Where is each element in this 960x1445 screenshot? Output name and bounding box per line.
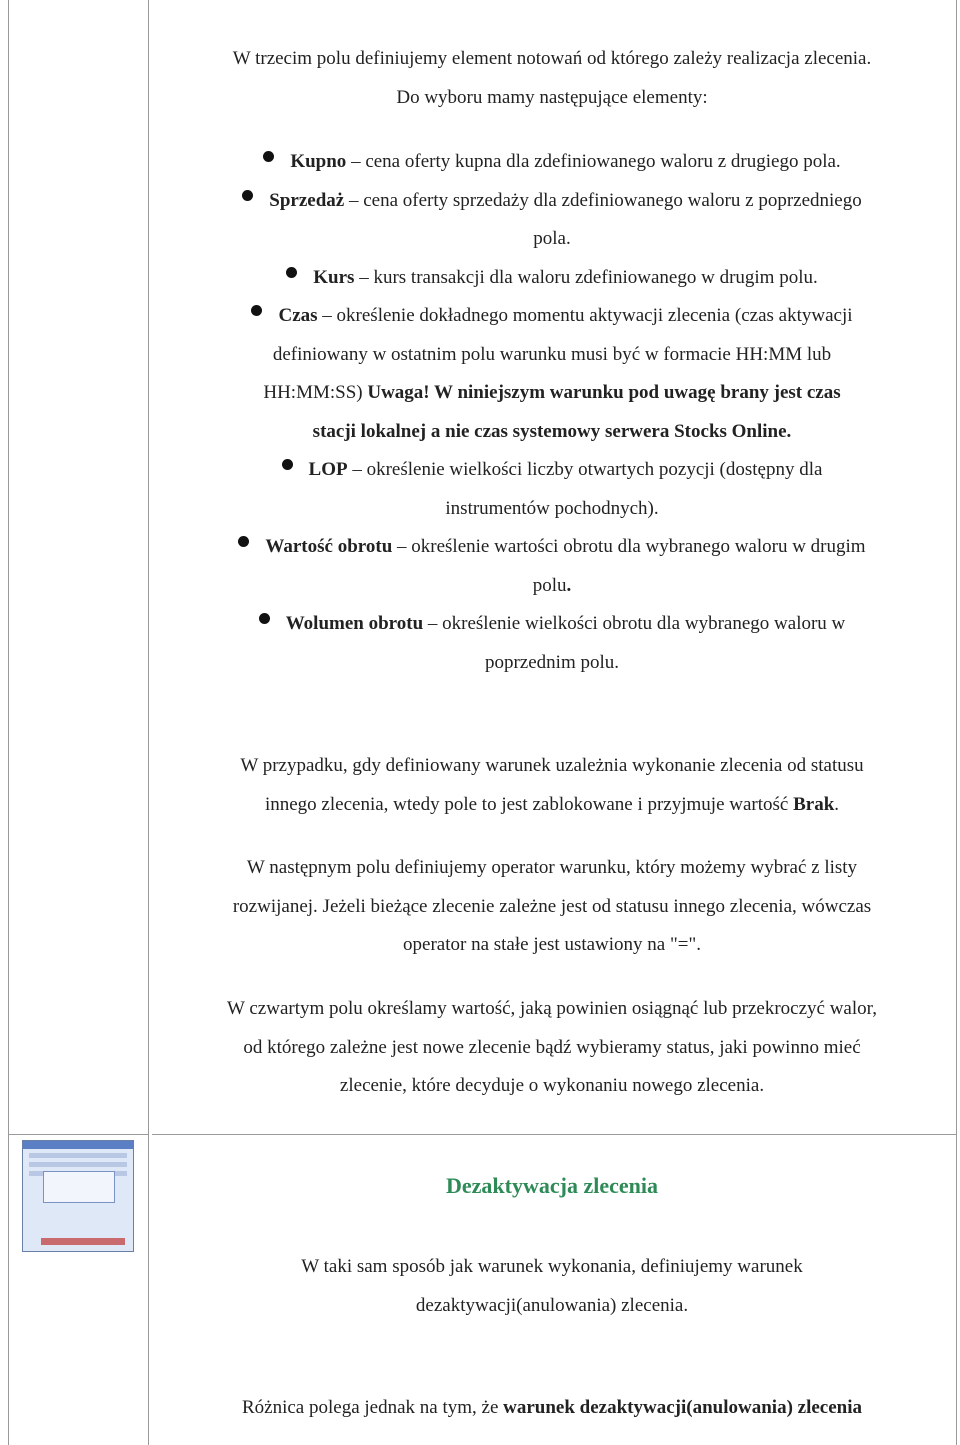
list-item-sprzedaz: Sprzedaż – cena oferty sprzedaży dla zdefiniowanego waloru z poprzedniego — [152, 182, 952, 221]
list-item-czas: Czas – określenie dokładnego momentu aktywacji zlecenia (czas aktywacji — [152, 297, 952, 336]
bullet-icon — [251, 305, 262, 316]
bullet-icon — [286, 267, 297, 278]
elements-list: Kupno – cena oferty kupna dla zdefiniowanego waloru z drugiego pola. Sprzedaż – cena oferty sprzedaży dla zdefiniowanego waloru z poprzedniego pola. Kurs – kurs transakcji dla waloru zdefiniowanego w drugim polu. Czas – określenie dokładnego momentu aktywacji zlecenia (czas aktywacji definiowany w ostatnim polu warunku musi być w formacie HH:MM lub HH:MM:SS) Uwaga! W niniejszym warunku pod uwagę brany jest czas stacji lokalnej a nie czas systemowy serwera Stocks Online. LOP – określenie wielkości liczby otwartych pozycji (dostępny dla instrumentów pochodnych). Wartość obrotu – określenie wartości obrotu dla wybranego waloru w drugim polu. Wolumen obrotu – określenie wielkości obrotu dla wybranego waloru w poprzednim polu. — [152, 143, 952, 682]
bullet-icon — [259, 613, 270, 624]
list-item-lop: LOP – określenie wielkości liczby otwartych pozycji (dostępny dla — [152, 451, 952, 490]
value-paragraph: W czwartym polu określamy wartość, jaką powinien osiągnąć lub przekroczyć walor, od którego zależne jest nowe zlecenie bądź wybieramy status, jaki powinno mieć zlecenie, które decyduje o wykonaniu nowego zlecenia. — [227, 998, 877, 1096]
table-column-divider — [148, 0, 149, 1445]
bullet-icon — [242, 190, 253, 201]
dialog-screenshot-thumbnail — [22, 1140, 134, 1252]
table-right-border — [956, 0, 957, 1445]
table-row-divider — [152, 1134, 956, 1135]
operator-paragraph: W następnym polu definiujemy operator warunku, który możemy wybrać z listy rozwijanej. Jeżeli bieżące zlecenie zależne jest od statusu innego zlecenia, wówczas operator na stałe jest ustawiony na "=". — [232, 857, 872, 955]
list-item-kurs: Kurs – kurs transakcji dla waloru zdefiniowanego w drugim polu. — [152, 259, 952, 298]
list-item-kupno: Kupno – cena oferty kupna dla zdefiniowanego waloru z drugiego pola. — [152, 143, 952, 182]
bullet-icon — [238, 536, 249, 547]
difference-paragraph: Różnica polega jednak na tym, że warunek dezaktywacji(anulowania) zlecenia — [241, 1397, 863, 1418]
deactivation-paragraph: W taki sam sposób jak warunek wykonania, definiujemy warunek dezaktywacji(anulowania) zlecenia. — [301, 1256, 803, 1316]
bullet-icon — [263, 151, 274, 162]
table-left-border — [8, 0, 9, 1445]
list-item-wartosc-obrotu: Wartość obrotu – określenie wartości obrotu dla wybranego waloru w drugim — [152, 528, 952, 567]
status-paragraph: W przypadku, gdy definiowany warunek uzależnia wykonanie zlecenia od statusu innego zlecenia, wtedy pole to jest zablokowane i przyjmuje wartość Brak. — [240, 755, 864, 815]
bullet-icon — [282, 459, 293, 470]
section-title: Dezaktywacja zlecenia — [446, 1173, 658, 1198]
list-item-wolumen-obrotu: Wolumen obrotu – określenie wielkości obrotu dla wybranego waloru w — [152, 605, 952, 644]
intro-paragraph: W trzecim polu definiujemy element notowań od którego zależy realizacja zlecenia. Do wyboru mamy następujące elementy: — [232, 48, 872, 108]
table-row-divider — [8, 1134, 148, 1135]
